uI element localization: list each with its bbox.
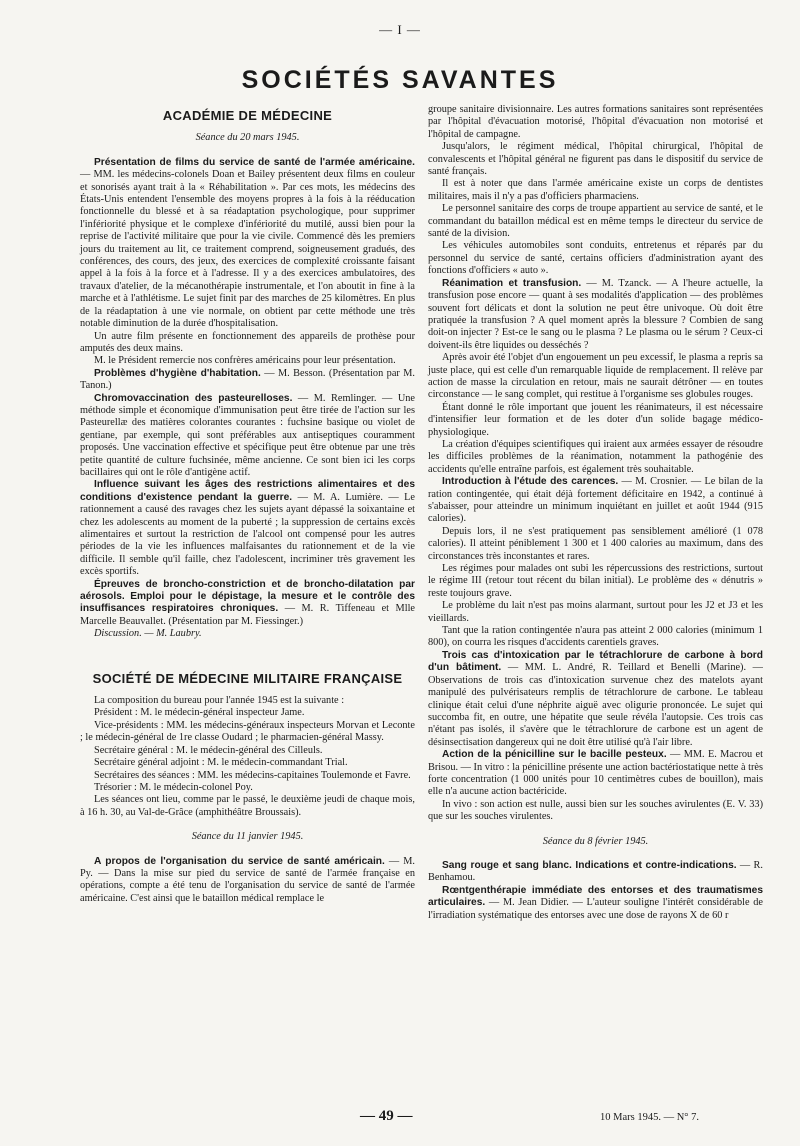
- page-number: — 49 —: [360, 1108, 413, 1124]
- paragraph-equipes: La création d'équipes scientifiques qui iraient aux armées essayer de résoudre les difficiles problèmes de la réanimation, notamment la pathogénie des accidents qu'elle entraîne parfois, est également très souhaitable.: [428, 438, 763, 475]
- paragraph-president: M. le Président remercie nos confrères américains pour leur présentation.: [94, 355, 396, 367]
- heading-tetrachlorure: Trois cas d'intoxication par le tétrachlorure de carbone à bord d'un bâtiment.: [428, 649, 763, 674]
- paragraph-prothese: Un autre film présente en fonctionnement des appareils de prothèse pour amputés des deux mains.: [80, 330, 415, 354]
- paragraph-secretaires-seances: Secrétaires des séances : MM. les médecins-capitaines Toulemonde et Favre.: [94, 769, 411, 781]
- heading-reanimation: Réanimation et transfusion.: [442, 277, 582, 289]
- paragraph-chromovaccination: Chromovaccination des pasteurelloses. — M. Remlinger. — Une méthode simple et économique d'immunisation peut être tirée de l'action sur les Pasteurellæ des matières colorantes courantes : fuchsine basique ou violet de gentiane, par exemple, qui sont préférables aux antiseptiques couramment proposés. Une vaccination effective et spécifique peut être obtenue par une très petite quantité de culture fuchsinée, même ancienne. Ce sont bien ici les corps bacillaires qui ont le rôle d'antigène actif.: [80, 392, 415, 478]
- folio-number: — I —: [379, 22, 421, 37]
- paragraph-carences: Introduction à l'étude des carences. — M. Crosnier. — Le bilan de la ration contingentée, qui était déjà fortement déficitaire en 1942, a continué à s'abaisser, pour atteindre un minimum inquiétant en juillet et août 1944 (915 calories).: [428, 476, 763, 525]
- smm-title: SOCIÉTÉ DE MÉDECINE MILITAIRE FRANÇAISE: [92, 670, 403, 686]
- paragraph-dentistes: Il est à noter que dans l'armée américaine existe un corps de dentistes militaires, mais il n'y a pas d'officiers pharmaciens.: [428, 178, 763, 202]
- paragraph-reanimation: Réanimation et transfusion. — M. Tzanck. — A l'heure actuelle, la transfusion pose encore — quant à ses modalités d'application — des problèmes souvent fort délicats et dont la solution ne peut être univoque. Où doit être pratiquée la transfusion ? A quel moment après la blessure ? Combien de sang doit-on injecter ? Est-ce le sang ou le plasma ? Le plasma ou le sérum ? Ceux-ci doivent-ils être liquides ou desséchés ?: [428, 277, 763, 351]
- paragraph-hygiene: Problèmes d'hygiène d'habitation. — M. Besson. (Présentation par M. Tanon.): [80, 367, 415, 392]
- heading-sang: Sang rouge et sang blanc. Indications et contre-indications.: [442, 859, 737, 871]
- paragraph-films: Présentation de films du service de santé de l'armée américaine. — MM. les médecins-colonels Doan et Bailey présentent deux films en couleur et sonorisés ayant trait à la « Réhabilitation ». Par ces mots, les médecins des États-Unis entendent l'ensemble des moyens propres à la fois à la rééducation fonctionnelle du blessé et à sa réadaptation psychologique, pour supprimer l'infériorité physique et le complexe d'infériorité du mutilé, aussi bien pour la reprise de l'activité militaire que pour la vie civile. Commencé dès les premiers jours du traitement au lit, ce traitement comprend, soigneusement gradués, des conférences, des cours, des jeux, des exercices de complexité croissante faisant appel à la fois à la force et à l'adresse. Il y a des exercices ambulatoires, des travaux d'atelier, de la mécanothérapie instrumentale, et l'on aboutit in fine à la marche et à l'athlétisme. Le sujet finit par des marches de 25 kilomètres. En plus de la réadaptation à une vie normale, on obtient par cette méthode une très notable diminution de la durée d'hospitalisation.: [80, 156, 415, 330]
- heading-restrictions: Influence suivant les âges des restrictions alimentaires et des conditions d'existence pendant la guerre.: [80, 479, 415, 503]
- left-column: [80, 104, 415, 905]
- paragraph-secretaire: Secrétaire général : M. le médecin-général des Cilleuls.: [94, 744, 323, 756]
- paragraph-ration: Tant que la ration contingentée n'aura pas atteint 2 000 calories (minimum 1 800), on courra les risques d'accidents carentiels graves.: [428, 625, 763, 649]
- issue-date: 10 Mars 1945. — N° 7.: [600, 1112, 699, 1123]
- paragraph-seances: Les séances ont lieu, comme par le passé, le deuxième jeudi de chaque mois, à 16 h. 30, au Val-de-Grâce (amphithéâtre Broussais).: [80, 794, 415, 818]
- paragraph-tresorier: Trésorier : M. le médecin-colonel Poy.: [94, 781, 253, 793]
- heading-broncho: Épreuves de broncho-constriction et de broncho-dilatation par aérosols. Emploi pour le dépistage, la mesure et le contrôle des insuffisances respiratoires chroniques.: [80, 578, 415, 615]
- paragraph-vehicules: Les véhicules automobiles sont conduits, entretenus et réparés par du personnel du service de santé, certains officiers d'administration ayant des fonctions d'officiers « auto ».: [428, 240, 763, 277]
- paragraph-penicilline: Action de la pénicilline sur le bacille pesteux. — MM. E. Macrou et Brisou. — In vitro : la pénicilline présente une action bactériostatique nette à très forte concentration (1 000 unités pour 10 centimètres cubes de bouillon), mais elle n'a aucune action bactéricide.: [428, 749, 763, 798]
- paragraph-president-smm: Président : M. le médecin-général inspecteur Jame.: [94, 707, 305, 719]
- heading-chromovaccination: Chromovaccination des pasteurelloses.: [94, 392, 293, 404]
- right-column: [428, 104, 763, 922]
- paragraph-discussion: Discussion. — M. Laubry.: [94, 628, 202, 640]
- paragraph-regiment: Jusqu'alors, le régiment médical, l'hôpital chirurgical, l'hôpital de convalescents et l'hôpital général ne figurent pas dans le dispositif du service de santé français.: [428, 141, 763, 178]
- paragraph-bureau: La composition du bureau pour l'année 1945 est la suivante :: [94, 695, 345, 707]
- paragraph-roentgen: Rœntgenthérapie immédiate des entorses et des traumatismes articulaires. — M. Jean Didier. — L'auteur souligne l'intérêt considérable de l'irradiation systématique des entorses avec une dose de rayons X de 60 r: [428, 884, 763, 921]
- paragraph-personnel: Le personnel sanitaire des corps de troupe appartient au service de santé, et le commandant du bataillon médical est en même temps le directeur du service de santé de la division.: [428, 203, 763, 240]
- paragraph-organisation: A propos de l'organisation du service de santé américain. — M. Py. — Dans la mise sur pied du service de santé de l'armée française en opérations, compte a été tenu de l'organisation du service de santé de l'armée américaine. C'est ainsi que le bataillon médical remplace le: [80, 855, 415, 904]
- smm-session-date: Séance du 11 janvier 1945.: [191, 831, 304, 843]
- heading-organisation: A propos de l'organisation du service de santé américain.: [94, 855, 385, 867]
- paragraph-plasma: Après avoir été l'objet d'un engouement un peu excessif, le plasma a repris sa juste place, qui est celle d'un remarquable liquide de remplacement. Il relève par action de masse la circulation en retour, mais ne saurait détrôner — en toutes circonstance — le sang complet, qui restitue à l'organisme ses globules rouges.: [428, 352, 763, 401]
- section-banner: SOCIÉTÉS SAVANTES: [241, 66, 559, 94]
- heading-hygiene: Problèmes d'hygiène d'habitation.: [94, 367, 261, 379]
- paragraph-in-vivo: In vivo : son action est nulle, aussi bien sur les souches avirulentes (E. V. 33) que sur les souches virulentes.: [428, 798, 763, 823]
- heading-roentgen: Rœntgenthérapie immédiate des entorses et des traumatismes articulaires.: [428, 884, 763, 909]
- heading-carences: Introduction à l'étude des carences.: [442, 476, 619, 488]
- heading-penicilline: Action de la pénicilline sur le bacille pesteux.: [442, 749, 667, 761]
- paragraph-reanimateurs: Étant donné le rôle important que jouent les réanimateurs, il est nécessaire d'intensifier leur formation et de les doter d'un solide bagage médico-physiologique.: [428, 401, 763, 438]
- paragraph-vice-presidents: Vice-présidents : MM. les médecins-généraux inspecteurs Morvan et Leconte ; le médecin-général de 1re classe Oudard ; le pharmacien-général Massy.: [80, 719, 415, 744]
- heading-films: Présentation de films du service de santé de l'armée américaine.: [94, 156, 415, 168]
- paragraph-calories: Depuis lors, il ne s'est pratiquement pas sensiblement amélioré (1 078 calories). Il atteint péniblement 1 300 et 1 400 calories au maximum, dans des circonstances très inconstantes et rares.: [428, 525, 763, 562]
- academie-title: ACADÉMIE DE MÉDECINE: [162, 108, 333, 123]
- paragraph-groupe: groupe sanitaire divisionnaire. Les autres formations sanitaires sont représentées par l'hôpital d'évacuation motorisé, l'hôpital d'évacuation non motorisé et l'hôpital de campagne.: [428, 104, 763, 140]
- paragraph-secretaire-adjoint: Secrétaire général adjoint : M. le médecin-commandant Trial.: [94, 757, 348, 769]
- paragraph-regimes: Les régimes pour malades ont subi les répercussions des restrictions, surtout le régime III (retour tout récent du bilan initial). Le problème des « dénutris » reste toujours grave.: [428, 563, 763, 599]
- paragraph-broncho: Épreuves de broncho-constriction et de broncho-dilatation par aérosols. Emploi pour le dépistage, la mesure et le contrôle des insuffisances respiratoires chroniques. — M. R. Tiffeneau et Mlle Marcelle Beauvallet. (Présentation par M. Fiessinger.): [80, 578, 415, 627]
- academie-session-date: Séance du 20 mars 1945.: [195, 132, 300, 144]
- paragraph-sang: Sang rouge et sang blanc. Indications et contre-indications. — R. Benhamou.: [428, 859, 763, 884]
- paragraph-lait: Le problème du lait n'est pas moins alarmant, surtout pour les J2 et J3 et les vieillards.: [428, 600, 763, 624]
- paragraph-restrictions: Influence suivant les âges des restrictions alimentaires et des conditions d'existence pendant la guerre. — M. A. Lumière. — Le rationnement a causé des ravages chez les sujets ayant dépassé la soixantaine et chez les adolescents au moment de la puberté ; la suppression de certains excès alimentaires et surtout la restriction de l'alcool ont compensé pour les autres périodes de la vie les influences malfaisantes du rationnement et de la vie difficile. Il semble qu'il faille, chez l'adolescent, incriminer très gravement les excès sportifs.: [80, 479, 415, 578]
- right-session-date: Séance du 8 février 1945.: [542, 835, 649, 847]
- paragraph-tetrachlorure: Trois cas d'intoxication par le tétrachlorure de carbone à bord d'un bâtiment. — MM. L. André, R. Teillard et Benelli (Marine). — Observations de trois cas d'intoxication survenue chez des matelots ayant manipulé des pulvérisateurs remplis de tétrachlorure de carbone. Le tableau clinique était celui d'une néphrite aiguë avec oligurie prononcée. Le sujet qui succomba fit, en outre, une hépatite que seule révéla l'autopsie. Ces trois cas n'étant pas isolés, il s'avère que le tétrachlorure de carbone est un agent de désinsectisation dangereux qui ne doit être utilisé qu'à l'air libre.: [428, 649, 763, 748]
